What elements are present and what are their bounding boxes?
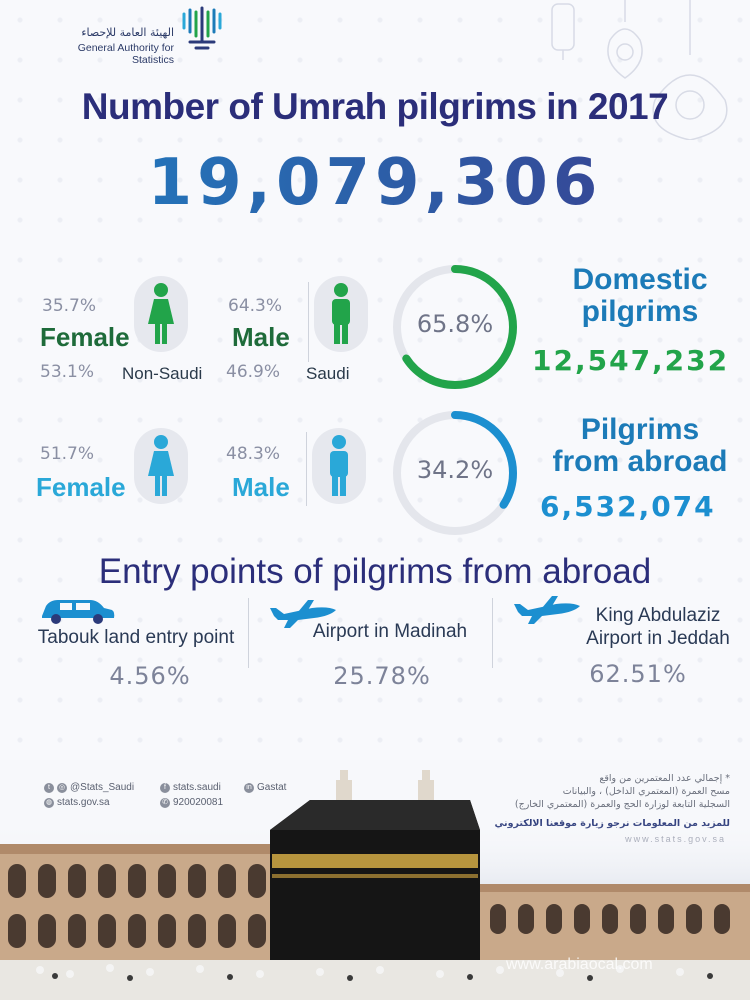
domestic-female-pct: 35.7% <box>42 296 97 316</box>
divider <box>308 282 309 362</box>
footnote-line2: مسح العمرة (المعتمري الداخل) ، والبيانات <box>562 786 730 797</box>
entry-point-pct: 62.51% <box>589 660 687 688</box>
male-icon <box>324 434 354 498</box>
footnote-line1: * إجمالي عدد المعتمرين من واقع <box>599 773 730 784</box>
entry-point-name-line1: Airport in Madinah <box>312 621 468 642</box>
divider <box>306 432 307 506</box>
entry-point-name <box>290 620 490 643</box>
main-title: Number of Umrah pilgrims in 2017 <box>81 86 669 127</box>
globe-icon: ◍ <box>45 798 53 806</box>
entry-point-name-line1: King Abdulaziz <box>595 605 721 626</box>
entry-point-name <box>570 604 746 650</box>
domestic-category-line1: Domestic <box>572 263 708 296</box>
saudi-pct: 46.9% <box>226 362 281 382</box>
linkedin-handle: Gastat <box>257 782 287 793</box>
phone-number: 920020081 <box>173 797 224 808</box>
abroad-value: 6,532,074 <box>540 490 716 523</box>
facebook-handle: stats.saudi <box>173 782 221 793</box>
non-saudi-label: Non-Saudi <box>122 364 203 383</box>
total-pilgrims: 19,079,306 <box>0 146 750 220</box>
org-name-english: General Authority for Statistics <box>77 42 174 66</box>
abroad-category-line1: Pilgrims <box>580 413 700 446</box>
facebook-icon: f <box>160 783 170 793</box>
entry-point-name-line2: Airport in Jeddah <box>586 628 730 649</box>
abroad-female-pct: 51.7% <box>40 444 95 464</box>
abroad-male-label: Male <box>232 472 290 502</box>
gastat-logo <box>178 6 224 56</box>
abroad-female-label: Female <box>36 472 126 502</box>
domestic-female-label: Female <box>40 322 130 352</box>
entry-point-pct: 4.56% <box>109 662 191 690</box>
phone-icon: ✆ <box>160 798 170 808</box>
domestic-value: 12,547,232 <box>532 344 730 377</box>
female-icon <box>146 282 176 346</box>
divider <box>248 598 249 668</box>
entry-point-name-line1: Tabouk land entry point <box>37 627 235 648</box>
domestic-category-line2: pilgrims <box>581 295 699 328</box>
twitter-handle: @Stats_Saudi <box>70 782 135 793</box>
entry-points-title: Entry points of pilgrims from abroad <box>98 552 652 591</box>
divider <box>492 598 493 668</box>
domestic-male-pct: 64.3% <box>228 296 283 316</box>
website-link: stats.gov.sa <box>57 797 110 808</box>
instagram-icon: ◎ <box>58 783 66 791</box>
entry-point-name <box>28 626 244 649</box>
entry-point-pct: 25.78% <box>333 662 431 690</box>
saudi-label: Saudi <box>306 364 350 383</box>
watermark: www.arabiaocal.com <box>506 956 653 973</box>
female-icon <box>146 434 176 498</box>
twitter-icon: t <box>44 783 54 793</box>
car-icon <box>38 596 116 626</box>
non-saudi-pct: 53.1% <box>40 362 95 382</box>
linkedin-icon: in <box>244 783 254 793</box>
org-name-arabic: الهيئة العامة للإحصاء <box>81 26 174 39</box>
male-icon <box>326 282 356 346</box>
domestic-share-text: 65.8% <box>416 310 494 338</box>
abroad-category-title <box>530 414 750 478</box>
domestic-male-label: Male <box>232 322 290 352</box>
abroad-category-line2: from abroad <box>552 445 728 478</box>
footnote-line3: السجلية التابعة لوزارة الحج والعمرة (المعتمري الخارج) <box>514 799 730 810</box>
abroad-male-pct: 48.3% <box>226 444 281 464</box>
domestic-category-title <box>540 264 740 328</box>
abroad-share-text: 34.2% <box>416 456 494 484</box>
